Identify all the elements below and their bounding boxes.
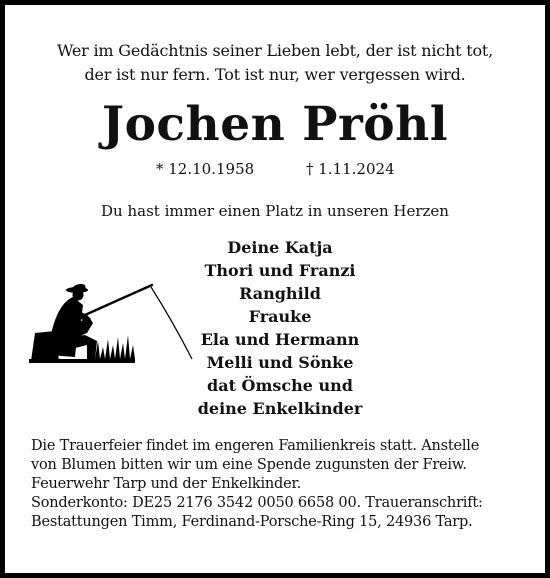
mourner-name: Ela und Hermann xyxy=(200,330,360,349)
mourner-name: Melli und Sönke xyxy=(206,353,354,372)
mourners-list xyxy=(171,236,389,420)
deceased-name: Jochen Pröhl xyxy=(101,97,449,152)
mourner-name: Thori und Franzi xyxy=(204,261,356,280)
quote-line-2: der ist nur fern. Tot ist nur, wer vergessen wird. xyxy=(84,65,466,84)
funeral-info-line: Sonderkonto: DE25 2176 3542 0050 6658 00. Traueranschrift: xyxy=(31,495,483,511)
quote-line-1: Wer im Gedächtnis seiner Lieben lebt, der ist nicht tot, xyxy=(56,41,494,60)
birth-date: * 12.10.1958 xyxy=(156,160,255,178)
death-date: † 1.11.2024 xyxy=(306,160,395,178)
mourner-name: deine Enkelkinder xyxy=(197,399,363,418)
angler-silhouette-icon xyxy=(27,275,195,369)
funeral-info-line: Bestattungen Timm, Ferdinand-Porsche-Ring 15, 24936 Tarp. xyxy=(31,514,473,530)
mourner-name: Ranghild xyxy=(239,284,321,303)
funeral-info-line: von Blumen bitten wir um eine Spende zugunsten der Freiw. xyxy=(31,457,467,473)
dedication-line: Du hast immer einen Platz in unseren Herzen xyxy=(101,202,449,220)
mourner-name: Deine Katja xyxy=(227,238,333,257)
funeral-info-line: Die Trauerfeier findet im engeren Familienkreis statt. Anstelle xyxy=(31,438,480,454)
mourner-name: Frauke xyxy=(248,307,312,326)
funeral-info xyxy=(31,437,531,532)
funeral-info-line: Feuerwehr Tarp und der Enkelkinder. xyxy=(31,476,302,492)
mourner-name: dat Ömsche und xyxy=(207,376,353,395)
